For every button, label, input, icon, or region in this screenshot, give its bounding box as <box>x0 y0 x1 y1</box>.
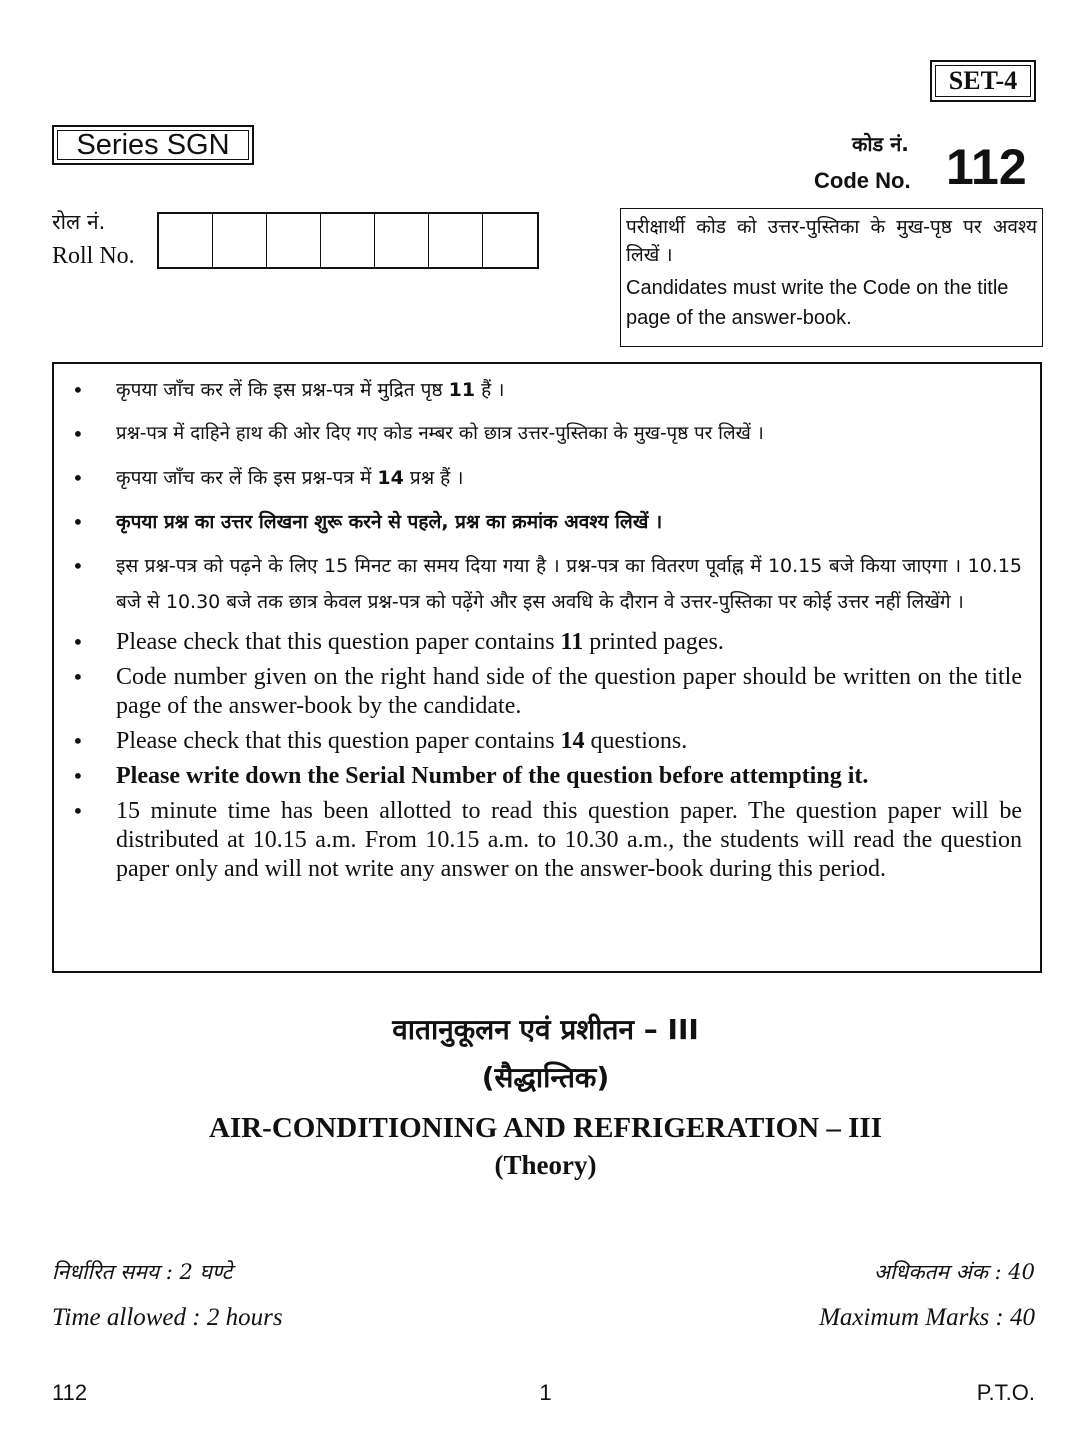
subject-subtitle-hindi: (सैद्धान्तिक) <box>481 1061 610 1094</box>
code-number: 112 <box>946 139 1027 195</box>
bullet: • <box>72 764 84 788</box>
roll-label-english: Roll No. <box>52 243 135 269</box>
series-label: Series SGN <box>76 128 230 161</box>
roll-digit-box[interactable] <box>213 214 267 267</box>
footer-code: 112 <box>52 1380 88 1405</box>
set-label: SET-4 <box>948 66 1018 95</box>
instruction-item: • Please write down the Serial Number of the question before attempting it. <box>72 763 869 789</box>
max-marks-hindi: अधिकतम अंक : 40 <box>873 1260 1035 1284</box>
bullet: • <box>72 422 84 446</box>
candidate-note-box <box>620 208 1043 347</box>
instruction-item: • कृपया प्रश्न का उत्तर लिखना शुरू करने से पहले, प्रश्न का क्रमांक अवश्य लिखें । <box>72 504 1022 540</box>
roll-digit-box[interactable] <box>375 214 429 267</box>
bullet: • <box>72 665 84 689</box>
subject-title-hindi: वातानुकूलन एवं प्रशीतन – III <box>392 1013 699 1046</box>
time-allowed-english: Time allowed : 2 hours <box>52 1304 283 1331</box>
time-allowed-hindi: निर्धारित समय : 2 घण्टे <box>52 1260 233 1284</box>
subject-subtitle-english: (Theory) <box>494 1150 597 1180</box>
code-label-english: Code No. <box>814 168 911 193</box>
instructions-box <box>52 362 1042 973</box>
roll-digit-box[interactable] <box>159 214 213 267</box>
instruction-item: • Please check that this question paper contains 14 questions. <box>72 728 688 754</box>
instruction-item: • कृपया जाँच कर लें कि इस प्रश्न-पत्र में 14 प्रश्न हैं । <box>72 460 1022 496</box>
instruction-item: • कृपया जाँच कर लें कि इस प्रश्न-पत्र में मुद्रित पृष्ठ 11 हैं । <box>72 372 1022 408</box>
roll-label-hindi: रोल नं. <box>52 210 106 234</box>
instruction-item: • Please check that this question paper contains 11 printed pages. <box>72 629 724 655</box>
instruction-item: • Code number given on the right hand side of the question paper should be written on the title page of the answer-book by the candidate. <box>72 664 1022 719</box>
subject-title-english: AIR-CONDITIONING AND REFRIGERATION – III <box>209 1112 882 1144</box>
page-number: 1 <box>539 1380 552 1405</box>
roll-number-boxes[interactable] <box>157 212 539 269</box>
instruction-item: • प्रश्न-पत्र में दाहिने हाथ की ओर दिए गए कोड नम्बर को छात्र उत्तर-पुस्तिका के मुख-पृष्ठ पर लिखें । <box>72 416 1022 452</box>
bullet: • <box>72 630 84 654</box>
candidate-note-english: Candidates must write the Code on the title page of the answer-book. <box>626 277 1009 329</box>
set-badge <box>930 60 1036 102</box>
instruction-item: • इस प्रश्न-पत्र को पढ़ने के लिए 15 मिनट का समय दिया गया है । प्रश्न-पत्र का वितरण पूर्वाह्न में 10.15 बजे किया जाएगा । 10.15 बजे से 10.30 बजे तक छात्र केवल प्रश्न-पत्र को पढ़ेंगे और इस अवधि के दौरान वे उत्तर-पुस्तिका पर कोई उत्तर नहीं लिखेंगे । <box>72 548 1022 620</box>
roll-digit-box[interactable] <box>429 214 483 267</box>
bullet: • <box>72 554 84 578</box>
code-label-hindi: कोड नं. <box>852 132 909 156</box>
max-marks-english: Maximum Marks : 40 <box>819 1304 1035 1331</box>
roll-digit-box[interactable] <box>483 214 537 267</box>
series-badge <box>52 125 254 165</box>
bullet: • <box>72 378 84 402</box>
candidate-note-hindi: परीक्षार्थी कोड को उत्तर-पुस्तिका के मुख-पृष्ठ पर अवश्य लिखें । <box>626 216 1037 266</box>
bullet: • <box>72 729 84 753</box>
roll-digit-box[interactable] <box>321 214 375 267</box>
bullet: • <box>72 510 84 534</box>
bullet: • <box>72 466 84 490</box>
pto-label: P.T.O. <box>976 1380 1035 1405</box>
roll-digit-box[interactable] <box>267 214 321 267</box>
bullet: • <box>72 799 84 823</box>
instruction-item: • 15 minute time has been allotted to read this question paper. The question paper will be distributed at 10.15 a.m. From 10.15 a.m. to 10.30 a.m., the students will read the question paper only and will not write any answer on the answer-book during this period. <box>72 798 1022 882</box>
